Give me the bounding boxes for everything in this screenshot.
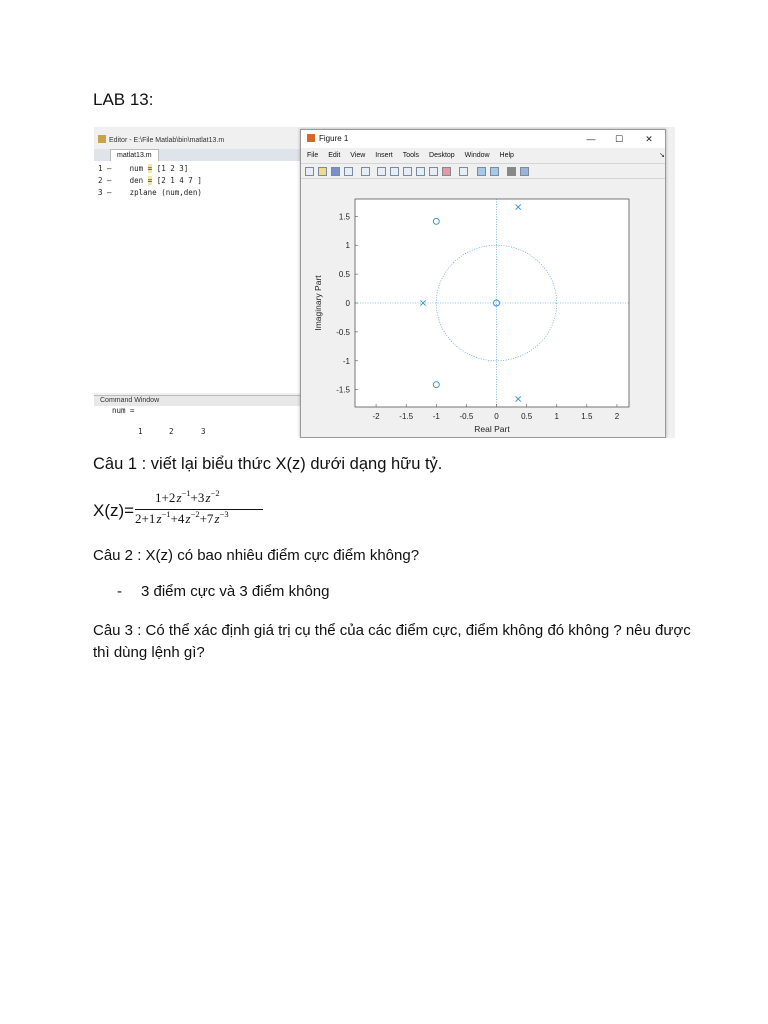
figure-menu-bar bbox=[301, 149, 665, 163]
numerator: 1+2 $z^{-1}+3$ $z^{-2}$ bbox=[155, 488, 220, 505]
minimize-button[interactable]: — bbox=[586, 134, 596, 144]
code-line: 2 — den = [2 1 4 7 ] bbox=[98, 176, 202, 185]
code-editor[interactable] bbox=[94, 161, 301, 393]
x-tick-label: 2 bbox=[614, 412, 620, 421]
menu-desktop[interactable]: Desktop bbox=[429, 152, 455, 159]
formula-lhs: X(z)= bbox=[93, 501, 135, 520]
cmd-value: 2 bbox=[169, 427, 174, 436]
editor-file-icon bbox=[98, 135, 106, 143]
y-tick-label: 1.5 bbox=[338, 212, 350, 222]
menu-view[interactable]: View bbox=[350, 152, 366, 159]
y-tick-label: 1 bbox=[345, 241, 350, 251]
dock-arrow-icon[interactable]: ↘ bbox=[659, 152, 665, 159]
figure-title-bar bbox=[301, 130, 665, 148]
link-icon[interactable] bbox=[459, 167, 468, 176]
cmd-value: 1 bbox=[138, 427, 143, 436]
question-1: Câu 1 : viết lại biểu thức X(z) dưới dạng hữu tỷ. bbox=[93, 455, 443, 473]
question-2: Câu 2 : X(z) có bao nhiêu điểm cực điểm không? bbox=[93, 547, 420, 564]
matlab-logo-icon bbox=[307, 134, 315, 142]
menu-file[interactable]: File bbox=[307, 152, 319, 159]
show-tools-icon[interactable] bbox=[520, 167, 529, 176]
maximize-button[interactable]: ☐ bbox=[614, 134, 624, 144]
x-tick-label: 0.5 bbox=[521, 412, 533, 421]
x-tick-label: 1.5 bbox=[581, 412, 593, 421]
answer-2 bbox=[117, 583, 329, 600]
figure-toolbar bbox=[301, 163, 665, 179]
list-dash: - bbox=[117, 583, 122, 600]
legend-icon[interactable] bbox=[490, 167, 499, 176]
y-tick-label: -1 bbox=[342, 356, 350, 366]
pan-icon[interactable] bbox=[403, 167, 412, 176]
plot-area bbox=[301, 178, 665, 437]
y-tick-label: 0 bbox=[345, 299, 350, 308]
menu-tools[interactable]: Tools bbox=[402, 152, 420, 159]
figure-window bbox=[300, 129, 666, 438]
x-axis-label: Real Part bbox=[474, 424, 510, 434]
menu-help[interactable]: Help bbox=[499, 152, 514, 159]
x-tick-label: -0.5 bbox=[459, 412, 474, 421]
hide-tools-icon[interactable] bbox=[507, 167, 516, 176]
lab-heading: LAB 13: bbox=[93, 90, 154, 109]
denominator: 2+1 $z^{-1}+4$ $z^{-2}+7$ $z^{-3}$ bbox=[135, 509, 229, 526]
matlab-screenshot bbox=[94, 127, 675, 438]
figure-title: Figure 1 bbox=[319, 134, 349, 143]
save-icon[interactable] bbox=[331, 167, 340, 176]
zoom-in-icon[interactable] bbox=[377, 167, 386, 176]
code-line: 3 — zplane (num,den) bbox=[98, 188, 202, 197]
menu-edit[interactable]: Edit bbox=[328, 152, 341, 159]
data-cursor-icon[interactable] bbox=[429, 167, 438, 176]
menu-insert[interactable]: Insert bbox=[375, 152, 393, 159]
editor-title-bar bbox=[94, 135, 304, 148]
open-file-icon[interactable] bbox=[318, 167, 327, 176]
editor-tab[interactable]: matlat13.m bbox=[110, 149, 159, 162]
new-figure-icon[interactable] bbox=[305, 167, 314, 176]
close-button[interactable]: ✕ bbox=[645, 134, 653, 144]
x-tick-label: 0 bbox=[494, 412, 499, 421]
y-tick-label: -1.5 bbox=[336, 385, 350, 395]
x-tick-label: -1 bbox=[432, 412, 440, 421]
edit-plot-icon[interactable] bbox=[361, 167, 370, 176]
code-line: 1 — num = [1 2 3] bbox=[98, 164, 189, 173]
x-tick-label: -2 bbox=[372, 412, 380, 421]
y-tick-label: 0.5 bbox=[338, 270, 350, 280]
pole-zero-chart bbox=[301, 178, 665, 437]
command-window-title: Command Window bbox=[94, 395, 307, 406]
zoom-out-icon[interactable] bbox=[390, 167, 399, 176]
command-window[interactable] bbox=[94, 406, 301, 438]
colorbar-icon[interactable] bbox=[477, 167, 486, 176]
question-3: Câu 3 : Có thể xác định giá trị cụ thể của các điểm cực, điểm không đó không ? nêu được thì dùng lệnh gì? bbox=[93, 622, 691, 661]
menu-window[interactable]: Window bbox=[464, 152, 490, 159]
rotate-icon[interactable] bbox=[416, 167, 425, 176]
answer-2-text: 3 điểm cực và 3 điểm không bbox=[141, 583, 330, 600]
y-axis-label: Imaginary Part bbox=[313, 275, 323, 331]
y-tick-label: -0.5 bbox=[336, 327, 350, 337]
cmd-line: num = bbox=[112, 406, 135, 415]
cmd-value: 3 bbox=[201, 427, 206, 436]
editor-title: Editor - E:\File Matlab\bin\matlat13.m bbox=[109, 137, 225, 144]
brush-icon[interactable] bbox=[442, 167, 451, 176]
print-icon[interactable] bbox=[344, 167, 353, 176]
x-tick-label: 1 bbox=[554, 412, 559, 421]
x-tick-label: -1.5 bbox=[399, 412, 414, 421]
